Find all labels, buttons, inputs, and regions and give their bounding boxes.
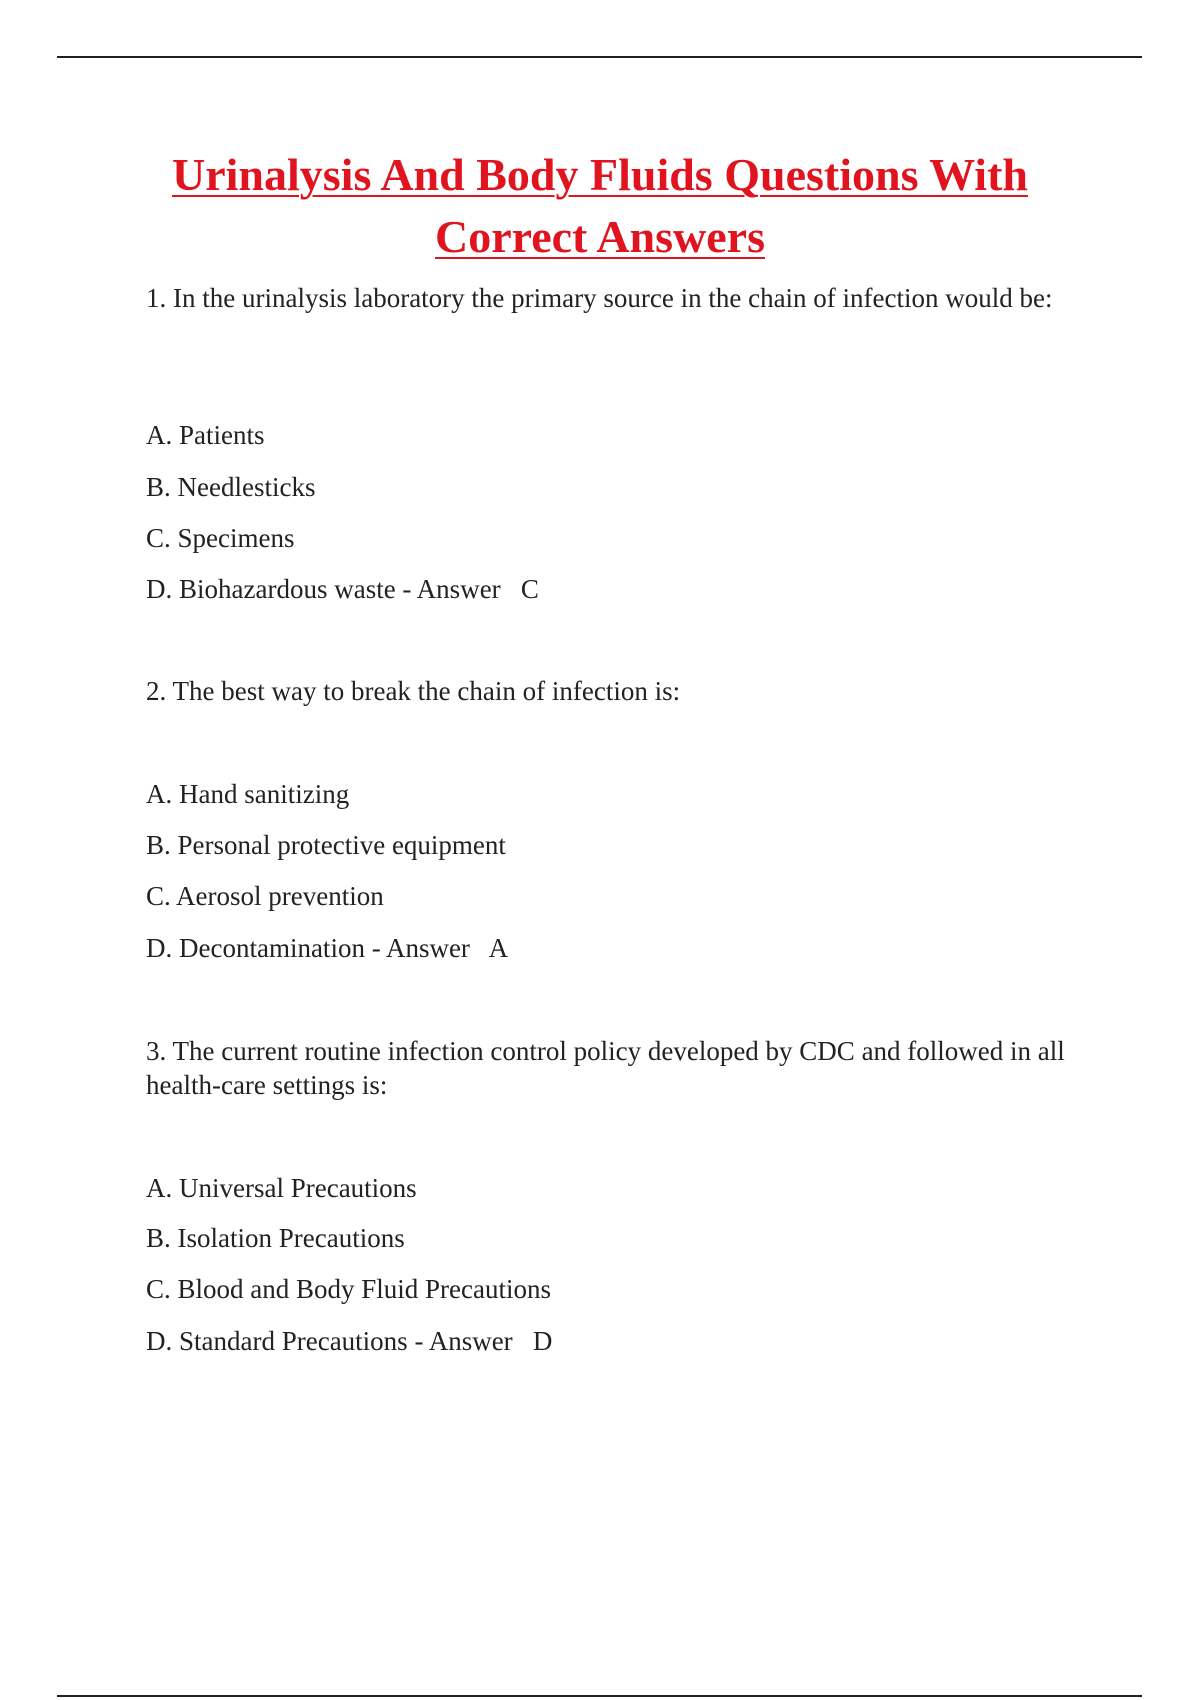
page-title-text: Urinalysis And Body Fluids Questions With Correct Answers (172, 149, 1028, 262)
question-3-option-b: B. Isolation Precautions (146, 1223, 405, 1253)
question-1-option-d-answer: D. Biohazardous waste - Answer C (146, 574, 539, 604)
question-1-option-b: B. Needlesticks (146, 472, 316, 502)
question-1-stem: 1. In the urinalysis laboratory the primary source in the chain of infection would be: (146, 283, 1053, 313)
question-2-option-c: C. Aerosol prevention (146, 881, 384, 911)
question-3-option-a: A. Universal Precautions (146, 1173, 417, 1203)
question-3-stem: 3. The current routine infection control policy developed by CDC and followed in all health-care settings is: (146, 1036, 1065, 1100)
question-2-option-a: A. Hand sanitizing (146, 779, 350, 809)
footer-rule (57, 1695, 1142, 1697)
header-rule (57, 56, 1142, 58)
question-3-option-c: C. Blood and Body Fluid Precautions (146, 1274, 551, 1304)
page-title (100, 144, 1100, 268)
question-2-option-b: B. Personal protective equipment (146, 830, 506, 860)
question-1-option-a: A. Patients (146, 420, 265, 450)
question-2-option-d-answer: D. Decontamination - Answer A (146, 933, 509, 963)
question-3-option-d-answer: D. Standard Precautions - Answer D (146, 1326, 553, 1356)
question-1-option-c: C. Specimens (146, 523, 295, 553)
question-2-stem: 2. The best way to break the chain of infection is: (146, 676, 681, 706)
